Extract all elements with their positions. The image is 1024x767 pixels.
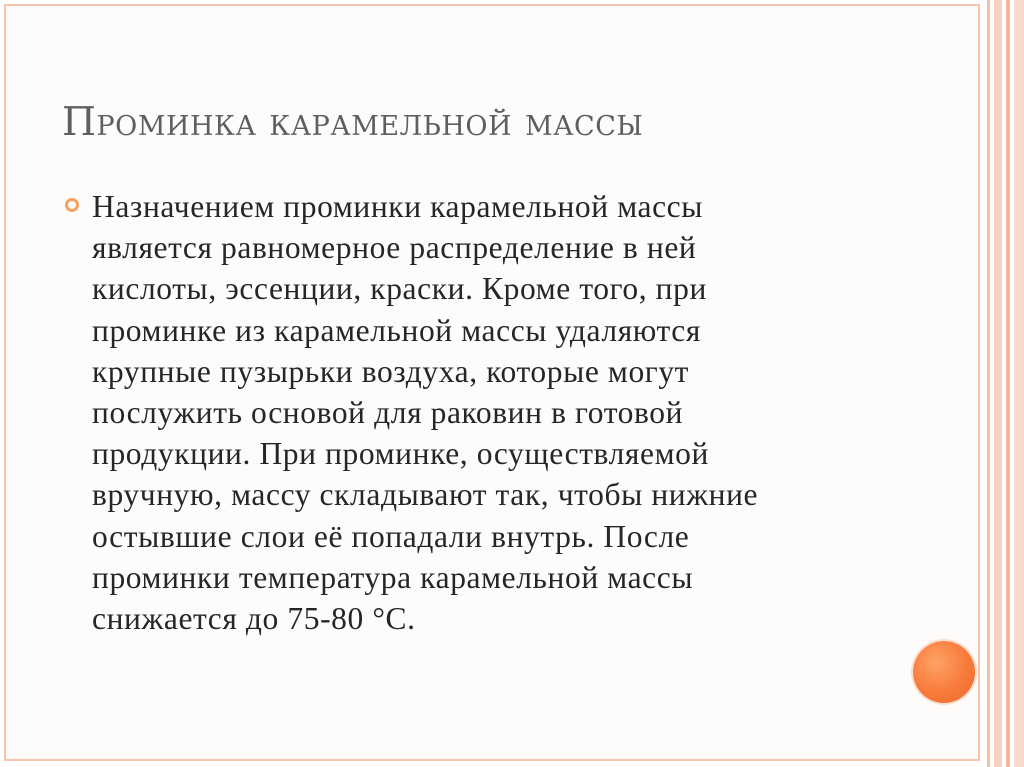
orange-circle-icon — [913, 641, 975, 703]
bullet-text: Назначением проминки карамельной массы является равномерное распределение в ней кислоты, эссенции, краски. Кроме того, при проминке из карамельной массы удаляются крупные пузырьки воздуха, которые могут послужить основой для раковин в готовой продукции. При проминке, осуществляемой вручную, массу складывают так, чтобы нижние остывшие слои её попадали внутрь. После проминки температура карамельной массы снижается до 75-80 °С. — [92, 189, 759, 637]
decorative-stripe — [987, 0, 990, 767]
orange-ring-bullet-icon — [65, 198, 79, 212]
bullet-item — [64, 186, 854, 639]
slide-title: Проминка карамельной массы — [62, 100, 644, 145]
decorative-stripe — [1014, 0, 1024, 767]
decorative-stripe — [1006, 0, 1010, 767]
bullet-list — [64, 186, 854, 639]
decorative-stripe — [994, 0, 1002, 767]
